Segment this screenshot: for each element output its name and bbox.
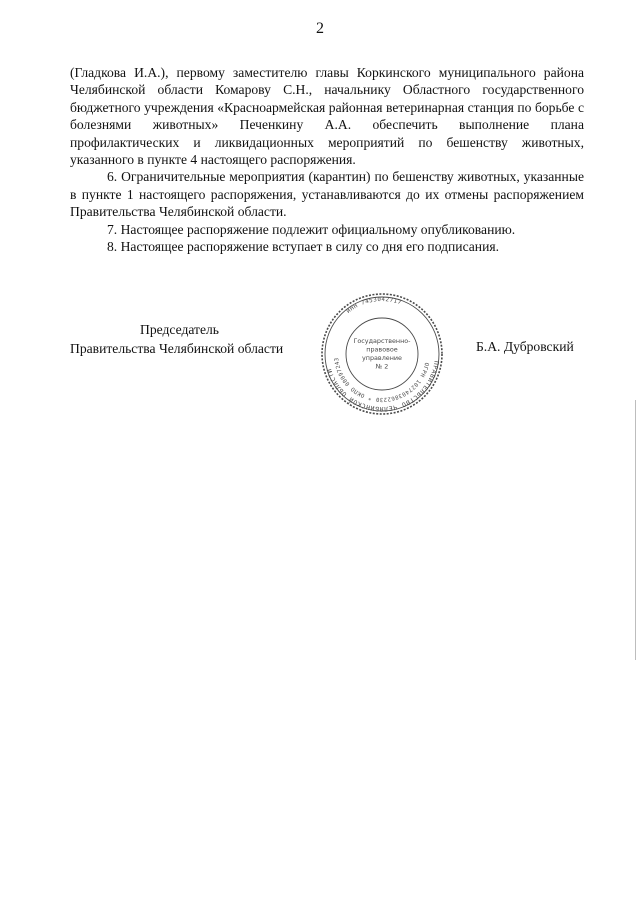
paragraph-6: 6. Ограничительные мероприятия (карантин) по бешенству животных, указанные в пункте 1 настоящего распоряжения, устанавливаются до их отмены распоряжением Правительства Челябинской области. xyxy=(70,169,584,220)
scan-edge-line xyxy=(635,400,636,660)
signatory-title xyxy=(70,320,283,358)
signature-block xyxy=(0,296,640,430)
signatory-title-line-2: Правительства Челябинской области xyxy=(70,341,284,356)
seal-center xyxy=(353,337,410,371)
seal-center-line-2: правовое xyxy=(366,345,398,354)
seal-center-line-3: управление xyxy=(362,354,402,362)
paragraph-continuation: (Гладкова И.А.), первому заместителю главы Коркинского муниципального района Челябинской области Комарову С.Н., начальнику Областного государственного бюджетного учреждения «Красноармейская районная ветеринарная станция по борьбе с болезнями животных» Печенкину А.А. обеспечить выполнение плана профилактических и ликвидационных мероприятий по бешенству животных, указанного в пункте 4 настоящего распоряжения. xyxy=(70,65,584,168)
document-body xyxy=(70,64,584,255)
seal-center-line-4: № 2 xyxy=(375,362,389,371)
official-seal xyxy=(307,293,457,415)
paragraph-7: 7. Настоящее распоряжение подлежит официальному опубликованию. xyxy=(107,221,516,237)
seal-outer-text: ПРАВИТЕЛЬСТВО ЧЕЛЯБИНСКОЙ ОБЛАСТИ xyxy=(326,360,440,413)
seal-inn-text: ИНН 7453042717 xyxy=(345,296,403,315)
paragraph-8: 8. Настоящее распоряжение вступает в силу со дня его подписания. xyxy=(107,239,500,255)
signatory-title-line-1: Председатель xyxy=(140,322,219,337)
page-number: 2 xyxy=(316,20,324,37)
seal-ogrn-text: ОГРН 1027403862230 * ОКПО 00097243 xyxy=(334,357,430,403)
signatory-name: Б.А. Дубровский xyxy=(476,339,574,354)
seal-center-line-1: Государственно- xyxy=(353,337,411,345)
